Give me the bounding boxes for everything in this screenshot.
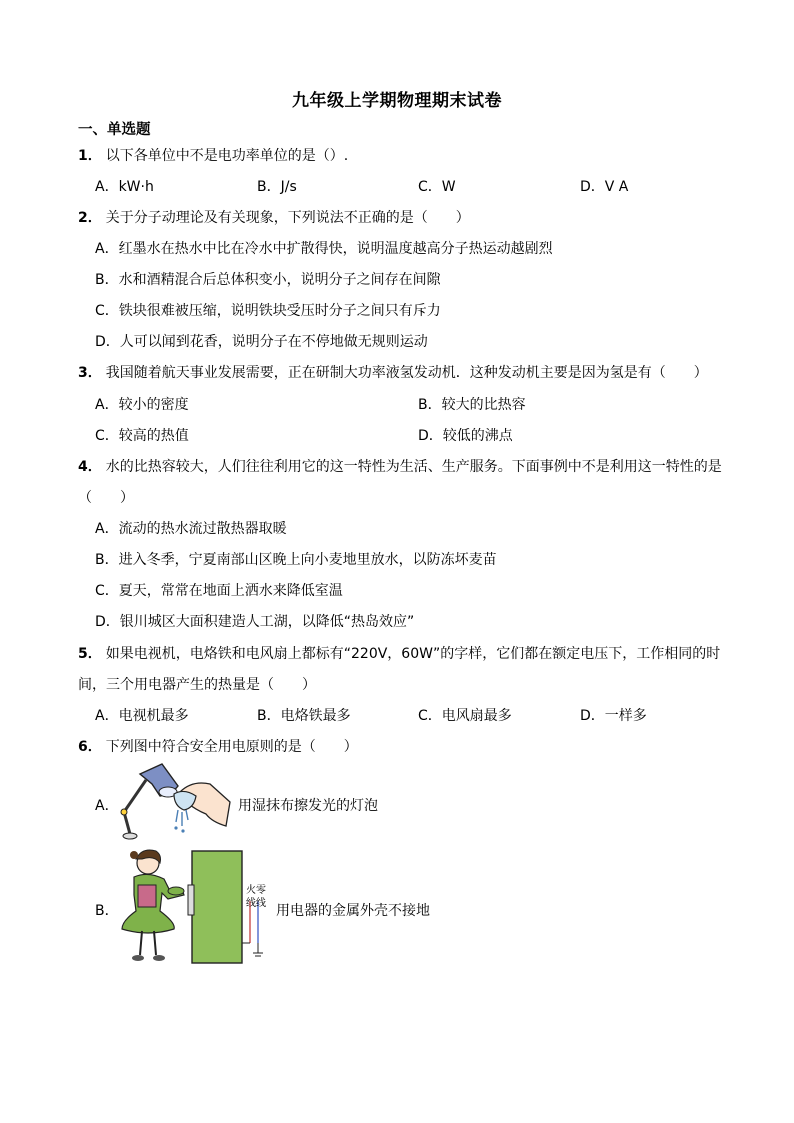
q2-option-d: D．人可以闻到花香，说明分子在不停地做无规则运动 [95,334,428,350]
question-text: 下列图中符合安全用电原则的是（ ） [105,739,358,755]
question-number: 2． [78,210,102,226]
q4-option-b: B．进入冬季，宁夏南部山区晚上向小麦地里放水，以防冻坏麦苗 [95,552,497,568]
q4-option-d: D．银川城区大面积建造人工湖，以降低“热岛效应” [95,614,415,630]
q1-option-c: C．W [418,179,456,195]
q3-option-a: A．较小的密度 [95,397,189,413]
question-number: 1． [78,148,102,164]
question-1-stem [78,145,348,165]
neutral-wire-label: 零 [256,885,266,896]
q6-option-b-caption: 用电器的金属外壳不接地 [276,903,430,919]
question-number: 4． [78,459,102,475]
question-text: 以下各单位中不是电功率单位的是（）. [105,148,349,164]
q2-option-a: A．红墨水在热水中比在冷水中扩散得快，说明温度越高分子热运动越剧烈 [95,241,553,257]
question-5-stem [78,643,720,663]
page-title: 九年级上学期物理期末试卷 [292,91,502,111]
lamp-wet-cloth-figure [112,762,234,842]
question-4-stem-cont: （ ） [78,490,134,506]
q5-option-c: C．电风扇最多 [418,708,512,724]
live-wire-label: 火 [246,885,256,896]
q5-option-b: B．电烙铁最多 [257,708,351,724]
q1-option-a: A．kW·h [95,179,154,195]
question-3-stem [78,362,708,382]
q3-option-c: C．较高的热值 [95,428,189,444]
question-number: 6． [78,739,102,755]
q4-option-c: C．夏天，常常在地面上洒水来降低室温 [95,583,343,599]
q5-option-a: A．电视机最多 [95,708,189,724]
wire-label: 线线 [246,898,266,909]
section-heading: 一、单选题 [78,122,151,138]
question-text: 如果电视机，电烙铁和电风扇上都标有“220V，60W”的字样，它们都在额定电压下，工作相同的时 [105,646,721,662]
question-2-stem [78,207,470,227]
question-number: 3． [78,365,102,381]
question-text: 关于分子动理论及有关现象，下列说法不正确的是（ ） [105,210,470,226]
q4-option-a: A．流动的热水流过散热器取暖 [95,521,287,537]
q1-option-d: D．V A [580,179,629,195]
question-4-stem [78,456,722,476]
q5-option-d: D．一样多 [580,708,647,724]
question-number: 5． [78,646,102,662]
question-text: 水的比热容较大，人们往往利用它的这一特性为生活、生产服务。下面事例中不是利用这一特性的是 [105,459,722,475]
question-6-stem [78,736,358,756]
q3-option-d: D．较低的沸点 [418,428,513,444]
question-text: 我国随着航天事业发展需要，正在研制大功率液氢发动机．这种发动机主要是因为氢是有（ ） [105,365,708,381]
q6-option-a-letter: A． [95,798,119,814]
q2-option-b: B．水和酒精混合后总体积变小，说明分子之间存在间隙 [95,272,441,288]
q2-option-c: C．铁块很难被压缩，说明铁块受压时分子之间只有斥力 [95,303,441,319]
q1-option-b: B．J/s [257,179,297,195]
q6-option-b-letter: B． [95,903,119,919]
q6-option-a-caption: 用湿抹布擦发光的灯泡 [238,798,378,814]
q3-option-b: B．较大的比热容 [418,397,526,413]
question-5-stem-cont: 间，三个用电器产生的热量是（ ） [78,677,316,693]
